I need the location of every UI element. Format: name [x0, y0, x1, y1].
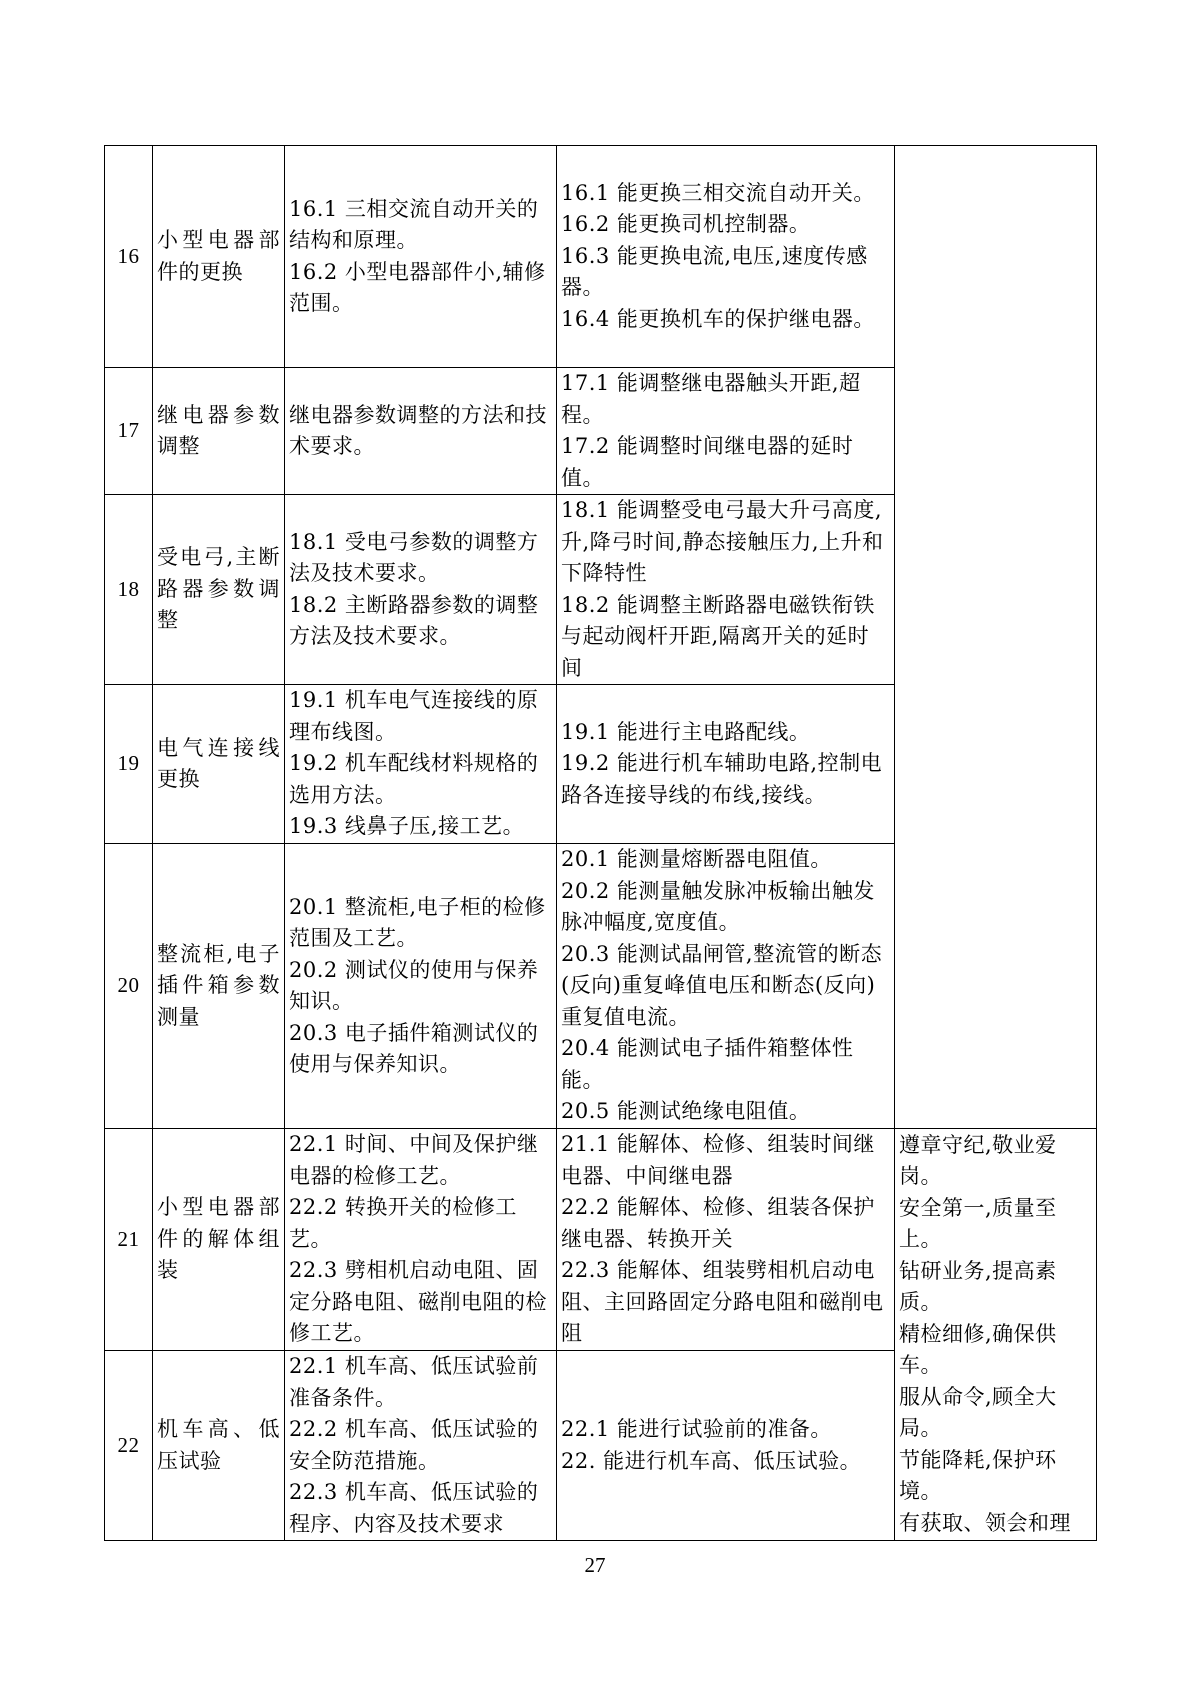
- skill-line: 22.2 能解体、检修、组装各保护继电器、转换开关: [561, 1195, 875, 1251]
- knowledge-cell: [285, 844, 557, 1129]
- knowledge-line: 22.2 转换开关的检修工艺。: [289, 1195, 517, 1251]
- row-number: 20: [105, 844, 153, 1129]
- attitude-line: 遵章守纪,敬业爱岗。: [899, 1132, 1057, 1189]
- skill-cell: [557, 495, 895, 685]
- knowledge-cell: [285, 495, 557, 685]
- attitude-line: 安全第一,质量至上。: [899, 1195, 1057, 1252]
- table-row: [105, 1129, 1097, 1351]
- knowledge-line: 18.1 受电弓参数的调整方法及技术要求。: [289, 529, 539, 585]
- row-number: 22: [105, 1351, 153, 1541]
- skills-table: [104, 145, 1097, 1541]
- item-name: 小型电器部件的解体组装: [153, 1129, 285, 1351]
- skill-line: 18.2 能调整主断路器电磁铁衔铁与起动阀杆开距,隔离开关的延时间: [561, 592, 875, 680]
- attitude-line: 节能降耗,保护环境。: [899, 1447, 1057, 1504]
- item-name: 继电器参数调整: [153, 368, 285, 495]
- row-number: 21: [105, 1129, 153, 1351]
- skill-line: 22.3 能解体、组装劈相机启动电阻、主回路固定分路电阻和磁削电阻: [561, 1258, 884, 1346]
- knowledge-line: 19.2 机车配线材料规格的选用方法。: [289, 751, 539, 807]
- knowledge-line: 19.3 线鼻子压,接工艺。: [289, 814, 525, 839]
- skill-cell: [557, 146, 895, 368]
- knowledge-line: 22.1 时间、中间及保护继电器的检修工艺。: [289, 1132, 539, 1188]
- page-number: 27: [584, 1553, 606, 1577]
- item-name: 电气连接线更换: [153, 685, 285, 844]
- knowledge-line: 22.3 劈相机启动电阻、固定分路电阻、磁削电阻的检修工艺。: [289, 1258, 547, 1346]
- knowledge-cell: [285, 685, 557, 844]
- knowledge-cell: [285, 368, 557, 495]
- knowledge-cell: [285, 146, 557, 368]
- skill-line: 20.4 能测试电子插件箱整体性能。: [561, 1036, 854, 1092]
- skill-line: 16.4 能更换机车的保护继电器。: [561, 306, 875, 331]
- knowledge-line: 19.1 机车电气连接线的原理布线图。: [289, 688, 539, 744]
- skill-cell: [557, 844, 895, 1129]
- skill-line: 17.2 能调整时间继电器的延时值。: [561, 434, 854, 490]
- skill-line: 22.1 能进行试验前的准备。: [561, 1417, 832, 1441]
- skill-line: 18.1 能调整受电弓最大升弓高度,升,降弓时间,静态接触压力,上升和下降特性: [561, 498, 884, 585]
- skill-line: 16.3 能更换电流,电压,速度传感器。: [561, 243, 868, 300]
- item-name: 小型电器部件的更换: [153, 146, 285, 368]
- skill-line: 16.2 能更换司机控制器。: [561, 212, 811, 237]
- row-number: 18: [105, 495, 153, 685]
- skill-cell: [557, 685, 895, 844]
- skill-line: 19.1 能进行主电路配线。: [561, 719, 811, 744]
- skill-line: 22. 能进行机车高、低压试验。: [561, 1448, 862, 1473]
- attitude-line: 服从命令,顾全大局。: [899, 1384, 1057, 1441]
- skill-line: 19.2 能进行机车辅助电路,控制电路各连接导线的布线,接线。: [561, 751, 883, 807]
- item-name: 受电弓,主断路器参数调整: [153, 495, 285, 685]
- knowledge-line: 继电器参数调整的方法和技术要求。: [289, 402, 547, 458]
- knowledge-line: 22.2 机车高、低压试验的安全防范措施。: [289, 1417, 539, 1473]
- knowledge-line: 20.2 测试仪的使用与保养知识。: [289, 957, 539, 1013]
- row-number: 19: [105, 685, 153, 844]
- skill-line: 16.1 能更换三相交流自动开关。: [561, 180, 875, 205]
- attitude-line: 精检细修,确保供车。: [899, 1321, 1057, 1378]
- knowledge-cell: [285, 1129, 557, 1351]
- skill-line: 20.5 能测试绝缘电阻值。: [561, 1099, 811, 1124]
- knowledge-line: 18.2 主断路器参数的调整方法及技术要求。: [289, 592, 539, 648]
- knowledge-cell: [285, 1351, 557, 1541]
- attitude-cell-empty: [895, 146, 1097, 1129]
- skill-line: 17.1 能调整继电器触头开距,超程。: [561, 371, 861, 427]
- skill-line: 20.3 能测试晶闸管,整流管的断态(反向)重复峰值电压和断态(反向)重复值电流。: [561, 941, 883, 1029]
- attitude-line: 钻研业务,提高素质。: [899, 1258, 1057, 1315]
- skill-cell: [557, 1129, 895, 1351]
- attitude-line: 有获取、领会和理: [899, 1510, 1071, 1535]
- knowledge-line: 16.1 三相交流自动开关的结构和原理。: [289, 196, 539, 252]
- row-number: 17: [105, 368, 153, 495]
- skill-cell: [557, 1351, 895, 1541]
- knowledge-line: 22.3 机车高、低压试验的程序、内容及技术要求: [289, 1480, 539, 1536]
- item-name: 整流柜,电子插件箱参数测量: [153, 844, 285, 1129]
- skill-line: 20.2 能测量触发脉冲板输出触发脉冲幅度,宽度值。: [561, 878, 875, 935]
- row-number: 16: [105, 146, 153, 368]
- skill-cell: [557, 368, 895, 495]
- skill-line: 21.1 能解体、检修、组装时间继电器、中间继电器: [561, 1132, 875, 1188]
- table-row: [105, 146, 1097, 368]
- knowledge-line: 20.1 整流柜,电子柜的检修范围及工艺。: [289, 894, 546, 950]
- attitude-cell: [895, 1129, 1097, 1541]
- knowledge-line: 22.1 机车高、低压试验前准备条件。: [289, 1354, 539, 1410]
- knowledge-line: 20.3 电子插件箱测试仪的使用与保养知识。: [289, 1020, 539, 1076]
- item-name: 机车高、低压试验: [153, 1351, 285, 1541]
- skill-line: 20.1 能测量熔断器电阻值。: [561, 847, 832, 872]
- knowledge-line: 16.2 小型电器部件小,辅修范围。: [289, 259, 546, 315]
